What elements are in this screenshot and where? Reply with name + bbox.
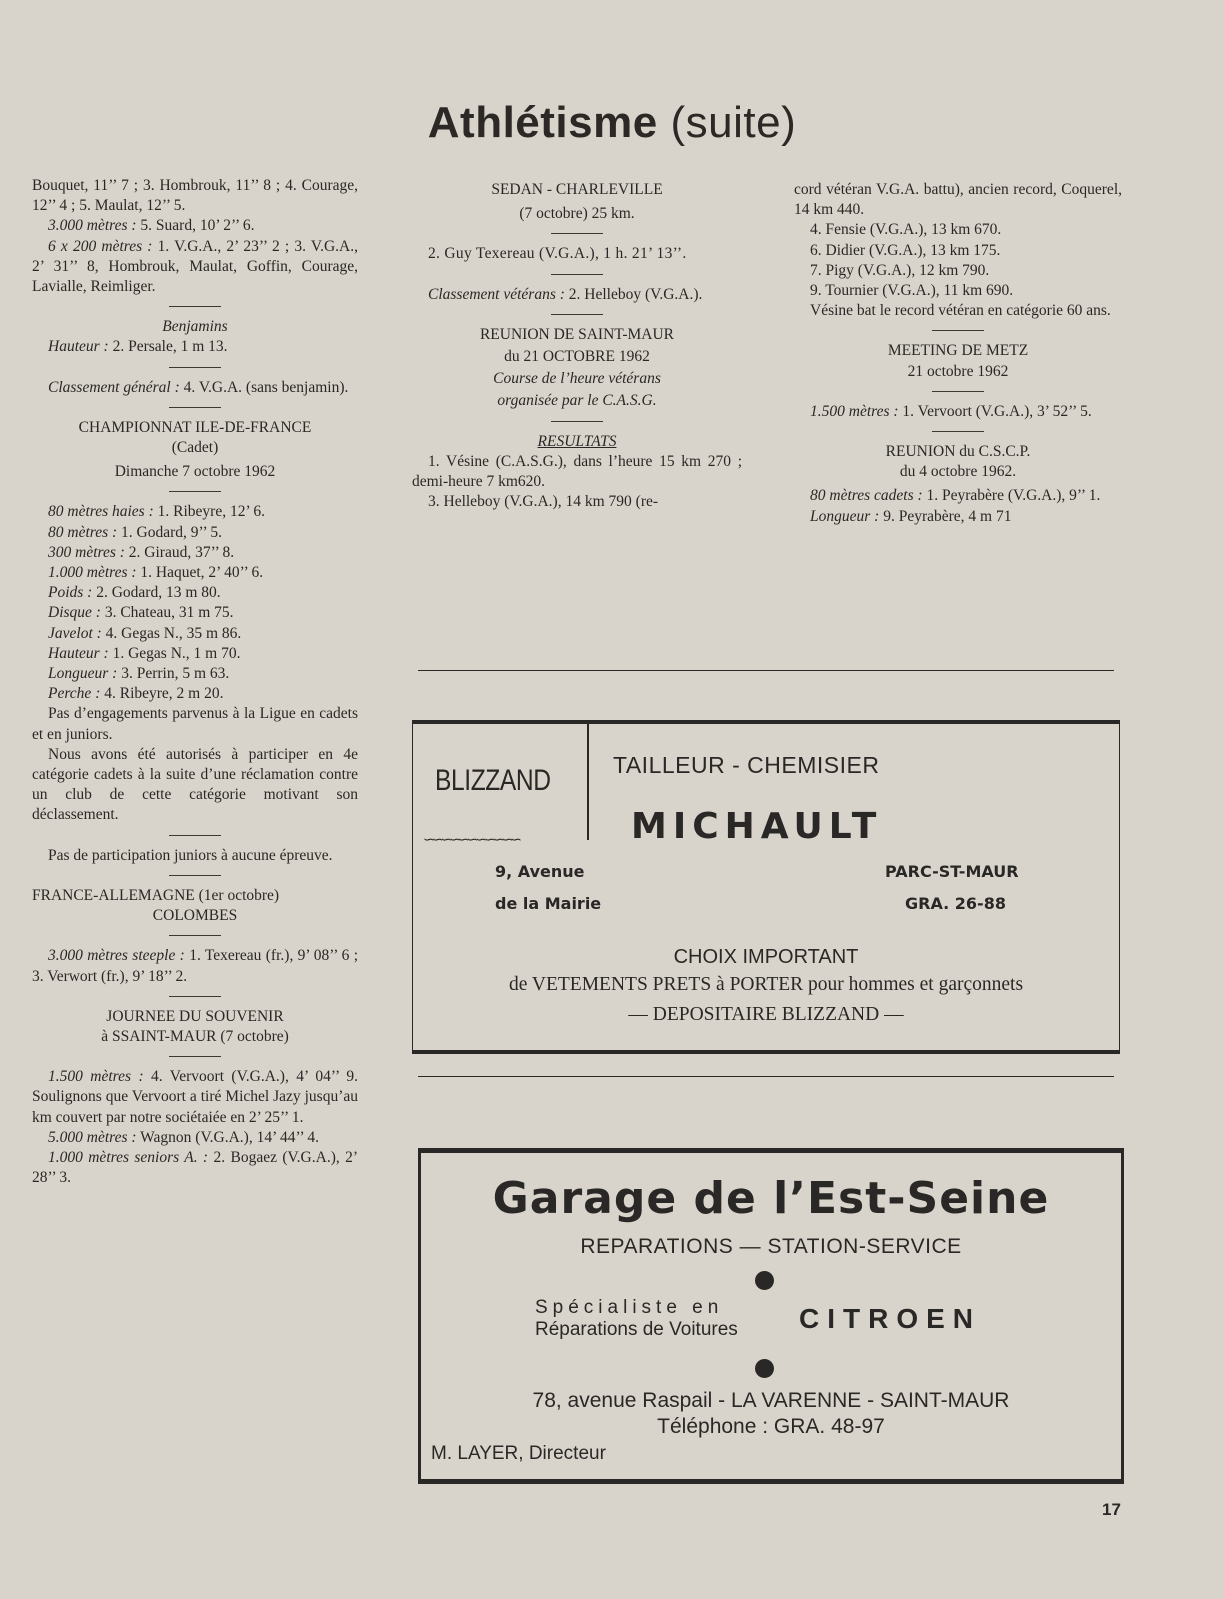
separator: [169, 407, 221, 408]
garage-name: Garage de l’Est-Seine: [492, 1173, 1050, 1224]
section-heading: FRANCE-ALLEMAGNE (1er octobre): [32, 886, 280, 904]
section-heading: MEETING DE METZ: [887, 342, 1029, 360]
section-heading: RESULTATS: [537, 432, 617, 450]
separator: [169, 875, 221, 876]
separator: [169, 306, 221, 307]
divider: [577, 724, 589, 840]
advertisement-michault: BLIZZAND ∽∽∽∽∽∽∽∽∽∽∽ TAILLEUR - CHEMISIER MICHAULT 9, Avenue de la Mairie PARC-ST-MAUR GRA. 26-88 CHOIX IMPORTANT de VETEMENTS PRETS à PORTER pour hommes et garçonnets — DEPOSITAIRE BLIZZAND —: [412, 720, 1120, 1054]
separator: [551, 233, 603, 234]
separator: [932, 330, 984, 331]
garage-address: 78, avenue Raspail - LA VARENNE - SAINT-MAUR: [532, 1389, 1010, 1412]
section-heading: JOURNEE DU SOUVENIR: [106, 1007, 284, 1025]
section-heading: REUNION du C.S.C.P.: [885, 443, 1031, 461]
column-middle: SEDAN - CHARLEVILLE (7 octobre) 25 km. 2. Guy Texereau (V.G.A.), 1 h. 21’ 13’’. Classement vétérans : 2. Helleboy (V.G.A.). REUNION DE SAINT-MAUR du 21 OCTOBRE 1962 Course de l’heure vétérans organisée par le C.A.S.G. RESULTATS 1. Vésine (C.A.S.G.), dans l’heure 15 km 270 ; demi-heure 7 km620. 3. Helleboy (V.G.A.), 14 km 790 (re-: [412, 181, 742, 511]
shop-name: MICHAULT: [631, 806, 883, 847]
garage-phone: Téléphone : GRA. 48-97: [657, 1415, 885, 1438]
horizontal-rule: [418, 1076, 1114, 1077]
page-title: Athlétisme (suite): [427, 98, 797, 147]
section-heading: Benjamins: [162, 318, 228, 336]
section-heading: SEDAN - CHARLEVILLE: [491, 181, 663, 198]
separator: [169, 367, 221, 368]
profession: TAILLEUR - CHEMISIER: [613, 752, 880, 778]
wave-ornament-icon: ∽∽∽∽∽∽∽∽∽∽∽: [423, 832, 520, 848]
section-heading: REUNION DE SAINT-MAUR: [479, 325, 675, 343]
section-heading: CHAMPIONNAT ILE-DE-FRANCE: [78, 418, 312, 436]
separator: [169, 996, 221, 997]
advertisement-garage: Garage de l’Est-Seine REPARATIONS — STATION-SERVICE Spécialiste en Réparations de Voitures CITROEN 78, avenue Raspail - LA VARENNE - SAINT-MAUR Téléphone : GRA. 48-97 M. LAYER, Directeur: [418, 1148, 1124, 1484]
separator: [932, 431, 984, 432]
separator: [169, 935, 221, 936]
director: M. LAYER, Directeur: [431, 1443, 606, 1464]
bullet-icon: [755, 1359, 774, 1378]
separator: [169, 835, 221, 836]
column-left: Bouquet, 11’’ 7 ; 3. Hombrouk, 11’’ 8 ; 4. Courage, 12’’ 4 ; 5. Maulat, 12’’ 5. 3.000 mètres : 5. Suard, 10’ 2’’ 6. 6 x 200 mètres : 1. V.G.A., 2’ 23’’ 2 ; 3. V.G.A., 2’ 31’’ 8, Hombrouk, Maulat, Goffin, Courage, Lavialle, Reimliger. Benjamins Hauteur : 2. Persale, 1 m 13. Classement général : 4. V.G.A. (sans benjamin). CHAMPIONNAT ILE-DE-FRANCE (Cadet) Dimanche 7 octobre 1962 80 mètres haies : 1. Ribeyre, 12’ 6. 80 mètres : 1. Godard, 9’’ 5. 300 mètres : 2. Giraud, 37’’ 8. 1.000 mètres : 1. Haquet, 2’ 40’’ 6. Poids : 2. Godard, 13 m 80. Disque : 3. Chateau, 31 m 75. Javelot : 4. Gegas N., 35 m 86. Hauteur : 1. Gegas N., 1 m 70. Longueur : 3. Perrin, 5 m 63. Perche : 4. Ribeyre, 2 m 20. Pas d’engagements parvenus à la Ligue en cadets et en juniors. Nous avons été autorisés à participer en 4e catégorie cadets à la suite d’une réclamation contre un club de cette catégorie motivant son déclassement. Pas de participation juniors à aucune épreuve. FRANCE-ALLEMAGNE (1er octobre) COLOMBES 3.000 mètres steeple : 1. Texereau (fr.), 9’ 08’’ 6 ; 3. Verwort (fr.), 9’ 18’’ 2. JOURNEE DU SOUVENIR à SSAINT-MAUR (7 octobre) 1.500 mètres : 4. Vervoort (V.G.A.), 4’ 04’’ 9. Soulignons que Vervoort a tiré Michel Jazy jusqu’au km couvert par notre sociétaiée en 2’ 25’’ 1. 5.000 mètres : Wagnon (V.G.A.), 14’ 44’’ 4. 1.000 mètres seniors A. : 2. Bogaez (V.G.A.), 2’ 28’’ 3.: [32, 177, 359, 1187]
horizontal-rule: [418, 670, 1114, 671]
separator: [551, 274, 603, 275]
paragraph: Bouquet, 11’’ 7 ; 3. Hombrouk, 11’’ 8 ; 4. Courage, 12’’ 4 ; 5. Maulat, 12’’ 5.: [32, 177, 358, 215]
separator: [551, 421, 603, 422]
separator: [551, 314, 603, 315]
bullet-icon: [755, 1271, 774, 1290]
separator: [169, 1056, 221, 1057]
brand-label: BLIZZAND: [435, 764, 551, 797]
separator: [169, 491, 221, 492]
separator: [932, 391, 984, 392]
column-right: cord vétéran V.G.A. battu), ancien record, Coquerel, 14 km 440. 4. Fensie (V.G.A.), 13 km 670. 6. Didier (V.G.A.), 13 km 175. 7. Pigy (V.G.A.), 12 km 790. 9. Tournier (V.G.A.), 11 km 690. Vésine bat le record vétéran en catégorie 60 ans. MEETING DE METZ 21 octobre 1962 1.500 mètres : 1. Vervoort (V.G.A.), 3’ 52’’ 5. REUNION du C.S.C.P. du 4 octobre 1962. 80 mètres cadets : 1. Peyrabère (V.G.A.), 9’’ 1. Longueur : 9. Peyrabère, 4 m 71: [794, 181, 1122, 525]
page-number: 17: [1102, 1500, 1121, 1519]
brand-citroen: CITROEN: [799, 1303, 981, 1334]
